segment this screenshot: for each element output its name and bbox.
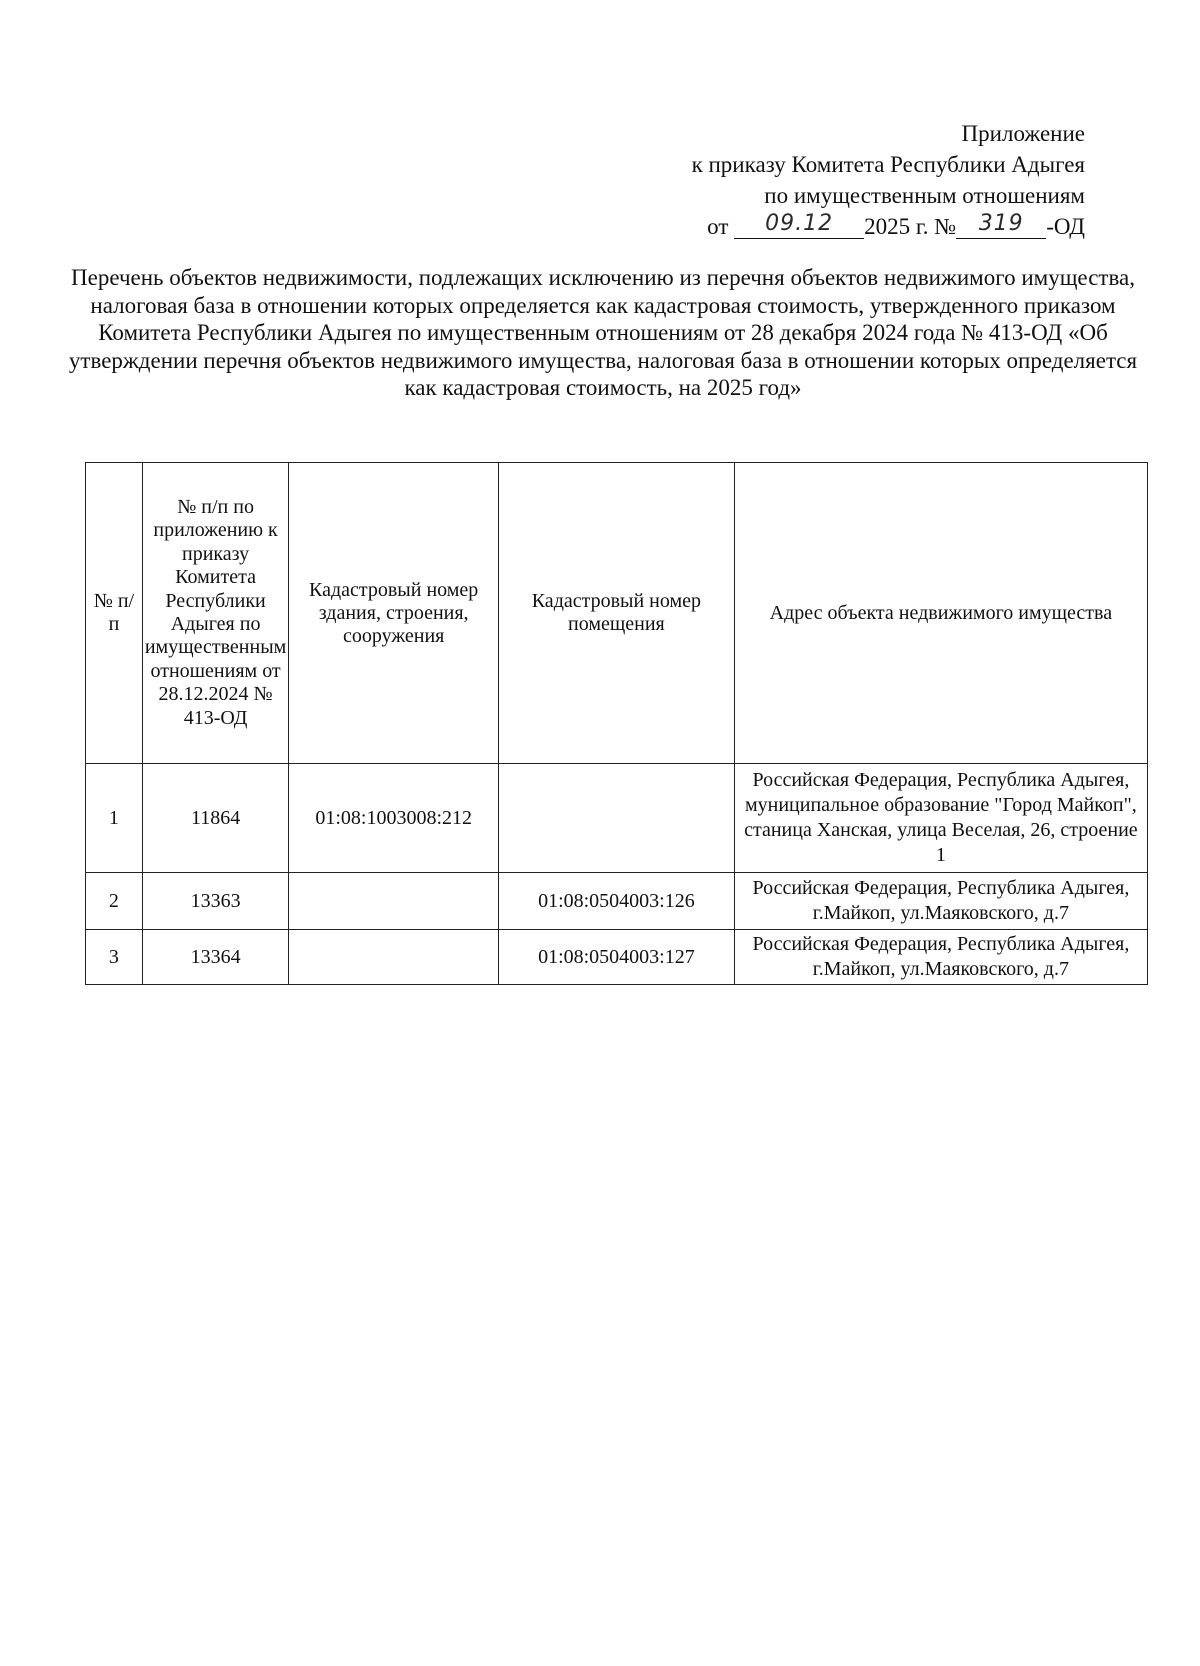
table-row: [86, 873, 1148, 930]
table-row: [86, 764, 1148, 873]
cell-building-cadastral: 01:08:1003008:212: [289, 764, 499, 873]
appendix-order-ref: к приказу Комитета Республики Адыгея: [691, 152, 1085, 177]
appendix-committee: по имущественным отношениям: [764, 183, 1085, 208]
header-number: № п/п: [86, 463, 143, 764]
property-table: [85, 462, 1148, 985]
number-suffix: -ОД: [1046, 214, 1085, 239]
document-title: Перечень объектов недвижимости, подлежащих исключению из перечня объектов недвижимого имущества, налоговая база в отношении которых определяется как кадастровая стоимость, утвержденного приказом Комитета Республики Адыгея по имущественным отношениям от 28 декабря 2024 года № 413-ОД «Об утверждении перечня объектов недвижимого имущества, налоговая база в отношении которых определяется как кадастровая стоимость, на 2025 год»: [68, 265, 1138, 401]
header-building-cadastral: Кадастровый номер здания, строения, сооружения: [289, 463, 499, 764]
cell-number: 1: [86, 764, 143, 873]
appendix-title: Приложение: [961, 121, 1085, 146]
cell-number: 2: [86, 873, 143, 930]
cell-address: Российская Федерация, Республика Адыгея, г.Майкоп, ул.Маяковского, д.7: [734, 873, 1147, 930]
cell-address: Российская Федерация, Республика Адыгея, г.Майкоп, ул.Маяковского, д.7: [734, 930, 1147, 985]
handwritten-date: 09.12: [765, 211, 834, 236]
cell-room-cadastral: 01:08:0504003:126: [499, 873, 735, 930]
cell-appendix-ref: 13363: [142, 873, 288, 930]
from-label: от: [707, 214, 729, 239]
cell-appendix-ref: 13364: [142, 930, 288, 985]
cell-address: Российская Федерация, Республика Адыгея, муниципальное образование "Город Майкоп", станица Ханская, улица Веселая, 26, строение 1: [734, 764, 1147, 873]
cell-building-cadastral: [289, 873, 499, 930]
date-blank: [734, 211, 864, 239]
cell-number: 3: [86, 930, 143, 985]
header-appendix-ref: № п/п по приложению к приказу Комитета Республики Адыгея по имущественным отношениям от 28.12.2024 № 413-ОД: [142, 463, 288, 764]
table-row: [86, 930, 1148, 985]
appendix-date-line: [692, 211, 1085, 242]
table-header-row: [86, 463, 1148, 764]
cell-room-cadastral: 01:08:0504003:127: [499, 930, 735, 985]
handwritten-number: 319: [978, 211, 1024, 236]
cell-building-cadastral: [289, 930, 499, 985]
appendix-header: [692, 118, 1085, 242]
cell-appendix-ref: 11864: [142, 764, 288, 873]
header-room-cadastral: Кадастровый номер помещения: [499, 463, 735, 764]
number-blank: [956, 211, 1046, 239]
year-label: 2025 г. №: [864, 214, 957, 239]
header-address: Адрес объекта недвижимого имущества: [734, 463, 1147, 764]
cell-room-cadastral: [499, 764, 735, 873]
